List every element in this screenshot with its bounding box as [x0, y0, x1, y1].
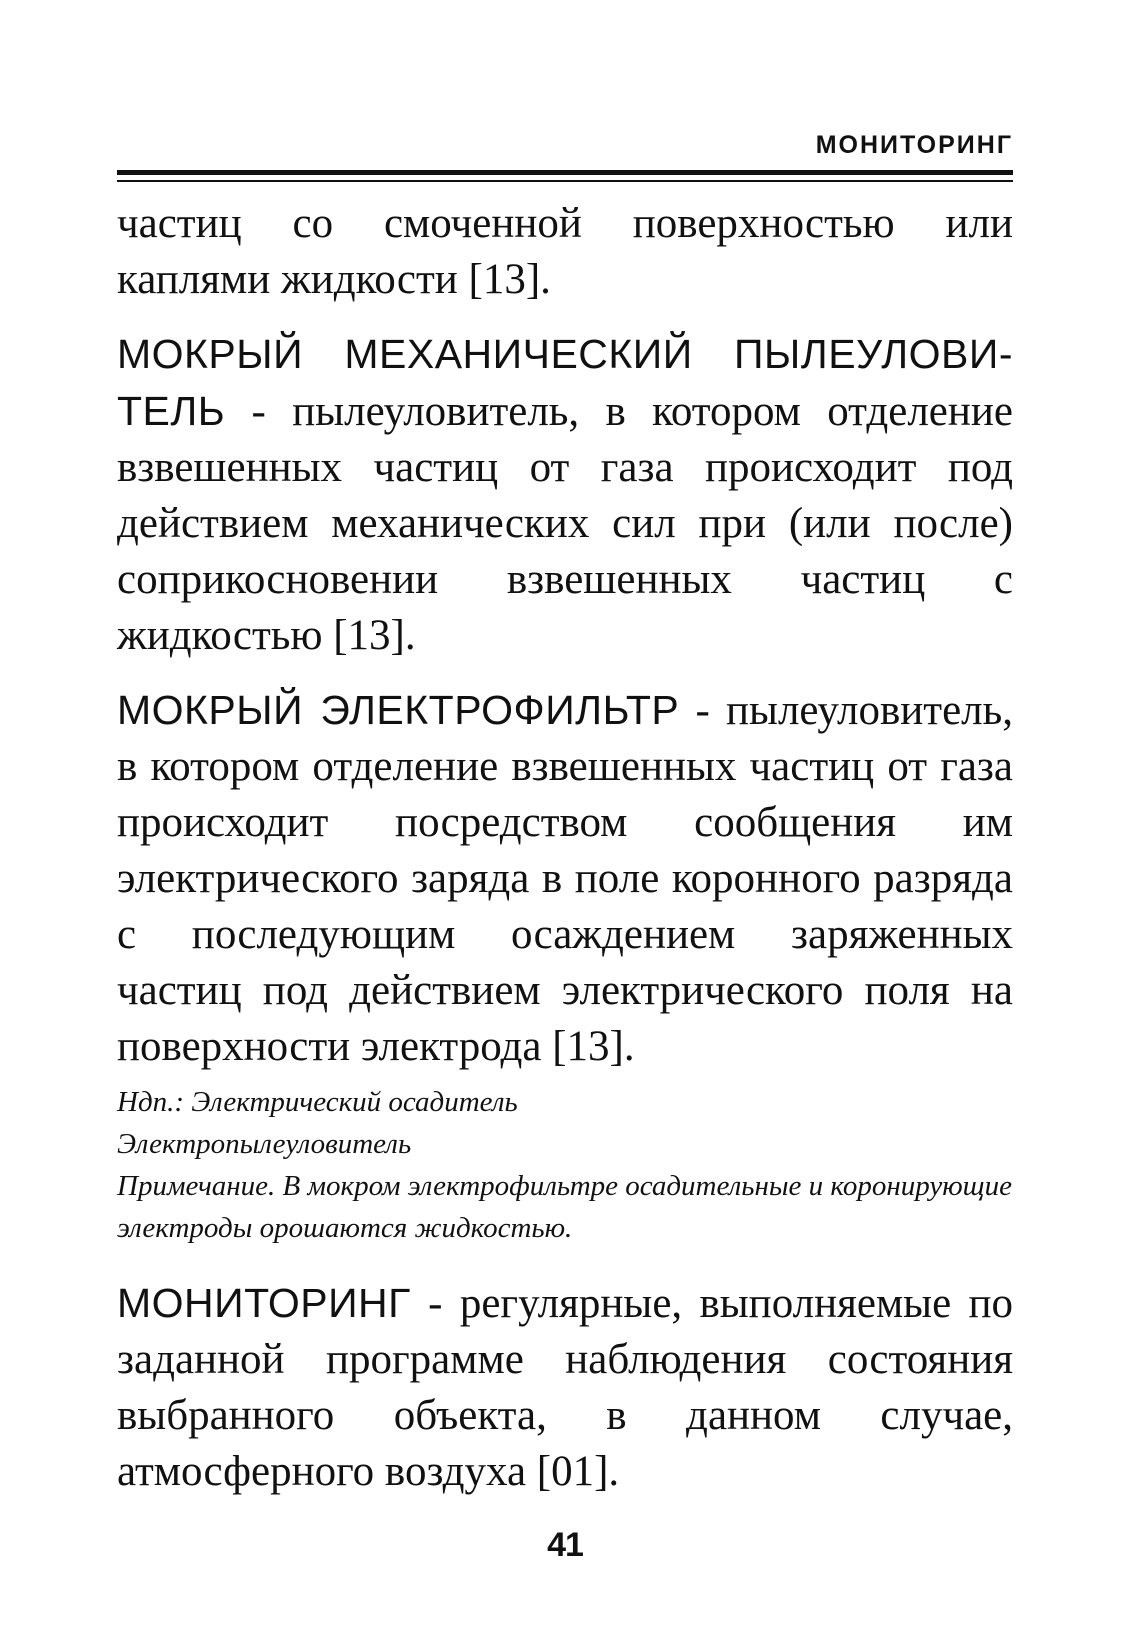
header-rule-thin [117, 180, 1013, 182]
entry-monitoring [117, 1275, 1013, 1500]
body-text [117, 196, 1013, 1500]
page-number: 41 [547, 1526, 583, 1564]
entry-definition: - регулярные, выполняемые по заданной программе наблюдения состояния выбранного объекта, в данном случае, атмосферного воздуха [01]. [117, 1280, 1013, 1495]
entry-term: МОНИТОРИНГ [117, 1280, 411, 1326]
entry-note: Примечание. В мокром электрофильтре осадительные и коронирующие электроды орошаются жидкостью. [117, 1170, 1012, 1244]
header-rule-thick [117, 170, 1013, 175]
running-head: МОНИТОРИНГ [815, 131, 1013, 159]
entry-term: МОКРЫЙ МЕХАНИЧЕСКИЙ ПЫЛЕУЛОВИ-ТЕЛЬ [117, 331, 1013, 434]
entry-wet-electrofilter [117, 682, 1013, 1075]
entry-term: МОКРЫЙ ЭЛЕКТРОФИЛЬТР [117, 687, 680, 733]
continuation-text: частиц со смоченной поверхностью или каплями жидкости [13]. [117, 200, 1013, 303]
entry-notes [117, 1081, 1013, 1249]
not-allowed-term: Электропылеуловитель [117, 1128, 412, 1160]
not-allowed-term: Ндп.: Электрический осадитель [117, 1086, 518, 1118]
book-page [117, 0, 1013, 1651]
entry-wet-mechanical-dust-collector [117, 326, 1013, 664]
continuation-paragraph [117, 196, 1013, 308]
entry-definition: - пылеуловитель, в котором отделение взвешенных частиц от газа происходит посредством сообщения им электрического заряда в поле коронного разряда с последующим осаждением заряженных частиц под действием электрического поля на поверхности электрода [13]. [117, 687, 1014, 1070]
entry-definition: - пылеуловитель, в котором отделение взвешенных частиц от газа происходит под действием механических сил при (или после) соприкосновении взвешенных частиц с жидкостью [13]. [117, 388, 1013, 659]
